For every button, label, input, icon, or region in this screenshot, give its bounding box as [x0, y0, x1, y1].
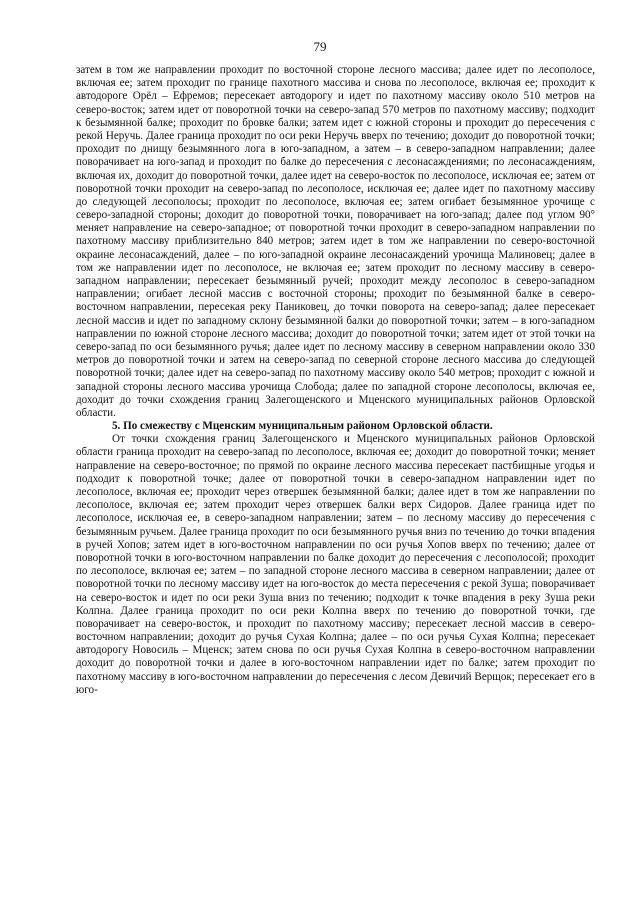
paragraph-section-5: От точки схождения границ Залегощенского и Мценского муниципальных районов Орловской области граница проходит на северо-запад по лесополосе, включая ее; доходит до поворотной точки; меняет направление на северо-восточное; по прямой по окраине лесного массива пересекает пастбищные угодья и подходит к поворотной точке; далее от поворотной точки в северо-западном направлении идет по лесополосе, включая ее; проходит через отвершек безымянной балки; далее идет в том же направлении по лесополосе, включая ее; затем проходит через отвершек балки верх Сидоров. Далее граница идет по лесополосе, исключая ее, в северо-западном направлении; затем – по лесному массиву до пересечения с безымянным ручьем. Далее граница проходит по оси безымянного ручья вниз по течению до точки впадения в ручей Хопов; затем идет в юго-восточном направлении по оси ручья Хопов вверх по течению; далее от поворотной точки в юго-восточном направлении по балке доходит до пересечения с лесополосой; проходит по лесополосе, включая ее; затем – по западной стороне лесного массива в северном направлении; далее от поворотной точки по лесному массиву идет на юго-восток до места пересечения с рекой Зуша; поворачивает на северо-восток и идет по оси реки Зуша вниз по течению; подходит к точке впадения в реку Зуша реки Колпна. Далее граница проходит по оси реки Колпна вверх по течению до поворотной точки, где поворачивает на северо-восток, и проходит по пахотному массиву; пересекает лесной массив в северо-восточном направлении; доходит до ручья Сухая Колпна; далее – по оси ручья Сухая Колпна; пересекает автодорогу Новосиль – Мценск; затем снова по оси ручья Сухая Колпна в северо-восточном направлении доходит до поворотной точки и далее в юго-восточном направлении идет по балке; затем проходит по пахотному массиву в юго-восточном направлении до пересечения с лесом Девичий Верщок; пересекает его в юго-: [76, 433, 595, 696]
page-number: 79: [313, 39, 327, 54]
paragraph-continuation: затем в том же направлении проходит по восточной стороне лесного массива; далее идет по лесополосе, включая ее; затем проходит по границе пахотного массива и снова по лесополосе, включая ее; проходит к автодороге Орёл – Ефремов; пересекает автодорогу и идет по пахотному массиву около 510 метров на северо-восток; затем идет от поворотной точки на северо-запад 570 метров по пахотному массиву; подходит к безымянной балке; проходит по бровке балки; затем идет с южной стороны и проходит до пересечения с рекой Неручь. Далее граница проходит по оси реки Неручь вверх по течению; доходит до поворотной точки; проходит по днищу безымянного лога в юго-западном, а затем – в северо-западном направлении; далее поворачивает на юго-запад и проходит по балке до пересечения с лесонасаждениями; по лесонасаждениям, включая их, доходит до поворотной точки, далее идет на северо-восток по лесополосе, исключая ее; затем от поворотной точки проходит на северо-запад по лесополосе, исключая ее; далее идет по пахотному массиву до следующей лесополосы; проходит по лесополосе, включая ее; затем огибает безымянное урочище с северо-западной стороны; доходит до поворотной точки, поворачивает на юго-запад; далее под углом 90° меняет направление на северо-западное; от поворотной точки проходит в северо-западном направлении по пахотному массиву приблизительно 840 метров; затем идет в том же направлении по северо-восточной окраине лесонасаждений, далее – по юго-западной окраине лесонасаждений урочища Малиновец; далее в том же направлении идет по лесополосе, не включая ее; затем проходит по лесному массиву в северо-западном направлении; пересекает безымянный ручей; проходит между лесополос в северо-западном направлении; огибает лесной массив с восточной стороны; проходит по безымянной балке в северо-восточном направлении, пересекая реку Паниковец, до точки поворота на северо-запад; далее пересекает лесной массив и идет по западному склону безымянной балки до поворотной точки; затем – в юго-западном направлении по южной стороне лесного массива; доходит до поворотной точки; затем идет от этой точки на северо-запад по оси безымянного ручья; далее идет по лесному массиву в северном направлении около 330 метров до поворотной точки и затем на северо-запад по северной стороне лесного массива до следующей поворотной точки; далее идет на северо-запад по пахотному массиву около 540 метров; проходит с южной и западной стороны лесного массива урочища Слобода; далее по западной стороне лесополосы, включая ее, доходит до точки схождения границ Залегощенского и Мценского муниципальных районов Орловской области.: [76, 64, 595, 419]
section-heading: 5. По смежеству с Мценским муниципальным районом Орловской области.: [112, 420, 493, 433]
document-body: [76, 64, 595, 697]
